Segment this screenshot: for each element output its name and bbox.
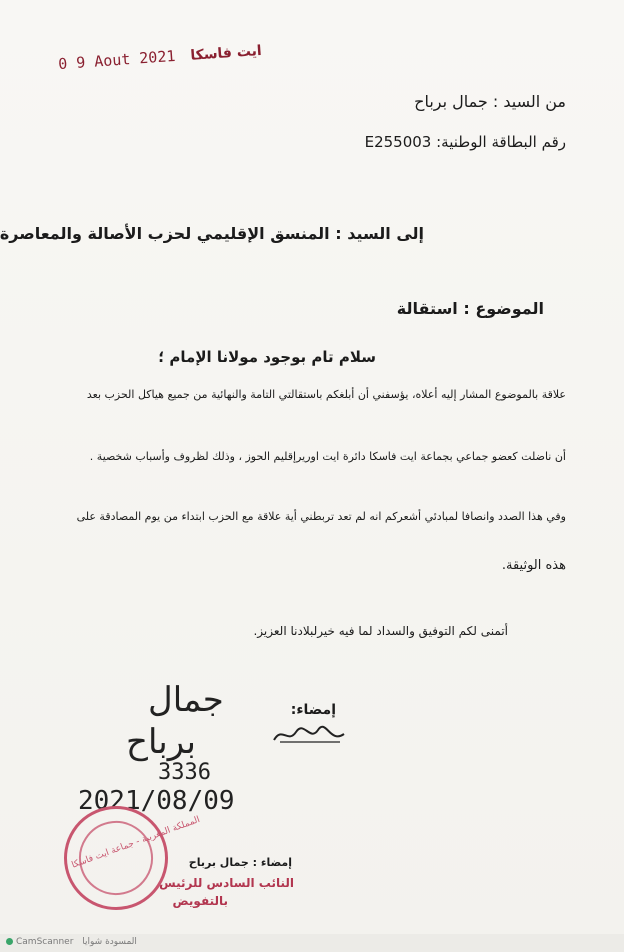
official-stamp-line-2: النائب السادس للرئيس bbox=[159, 876, 294, 890]
camscanner-label: المسودة شوايا bbox=[82, 937, 137, 947]
signature-scribble bbox=[270, 722, 348, 748]
camscanner-app-name: CamScanner bbox=[16, 937, 74, 947]
recipient-line: إلى السيد : المنسق الإقليمي لحزب الأصالة والمعاصرة bbox=[0, 224, 424, 243]
camscanner-logo-icon bbox=[6, 938, 13, 945]
official-stamp-line-3: بالتفويض bbox=[172, 894, 228, 908]
greeting-line: سلام تام بوجود مولانا الإمام ؛ bbox=[158, 348, 376, 366]
id-card-line: رقم البطاقة الوطنية: E255003 bbox=[364, 133, 566, 151]
signature-label: إمضاء: bbox=[290, 702, 336, 718]
body-line-3: وفي هذا الصدد وانصافا لمبادئي أشعركم انه لم تعد تربطني أية علاقة مع الحزب ابتداء من يوم المصادقة على bbox=[76, 510, 566, 523]
sender-line: من السيد : جمال برباح bbox=[414, 92, 566, 111]
date-stamp bbox=[58, 41, 263, 73]
camscanner-watermark bbox=[6, 937, 137, 947]
stamp-place-text: ايت فاسكا bbox=[189, 42, 263, 64]
subject-line: الموضوع : استقالة bbox=[396, 299, 544, 318]
body-line-1: علاقة بالموضوع المشار إليه أعلاه، يؤسفني أن أبلغكم باستقالتي التامة والنهائية من جميع هياكل الحزب بعد bbox=[86, 388, 566, 401]
handwritten-first-name: جمال bbox=[148, 680, 224, 720]
handwritten-number: 3336 bbox=[158, 760, 211, 785]
handwritten-last-name: برباح bbox=[126, 722, 196, 762]
handwritten-date: 2021/08/09 bbox=[78, 786, 235, 816]
official-stamp-line-1: إمضاء : جمال برباح bbox=[188, 856, 292, 869]
body-line-2: أن ناضلت كعضو جماعي بجماعة ايت فاسكا دائرة ايت اوريرإقليم الحوز ، وذلك لظروف وأسباب شخصية . bbox=[89, 450, 566, 463]
body-line-4: هذه الوثيقة. bbox=[501, 558, 566, 573]
closing-line: أتمنى لكم التوفيق والسداد لما فيه خيرلبلادنا العزيز. bbox=[253, 624, 508, 638]
stamp-date-text: 0 9 Aout 2021 bbox=[57, 46, 176, 74]
official-seal-text: المملكة المغربية - جماعة ايت فاسكا bbox=[70, 814, 202, 871]
